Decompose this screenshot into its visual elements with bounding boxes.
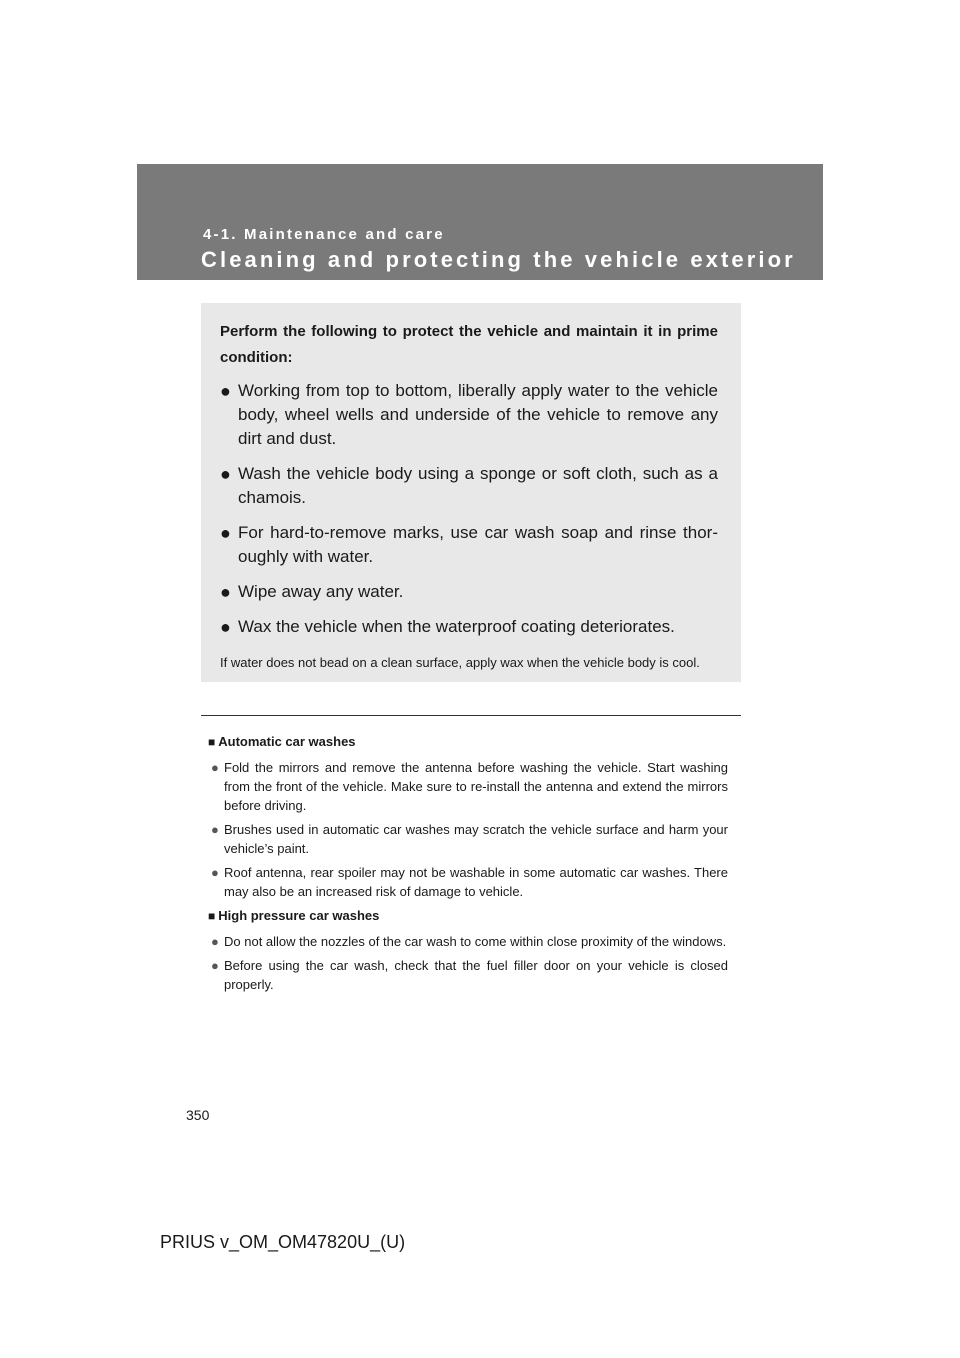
note-list-automatic <box>208 758 728 901</box>
intro-item <box>220 379 718 451</box>
bullet-icon: ● <box>220 464 231 484</box>
bullet-icon: ● <box>211 760 219 775</box>
note-heading-text: Automatic car washes <box>218 734 356 749</box>
page-number: 350 <box>186 1107 210 1123</box>
square-bullet-icon: ■ <box>208 909 216 923</box>
note-item-text: Do not allow the nozzles of the car wash to come within close proximity of the windows. <box>224 934 727 949</box>
bullet-icon: ● <box>220 523 231 543</box>
bullet-icon: ● <box>220 617 231 637</box>
note-item <box>208 956 728 994</box>
footer-code: PRIUS v_OM_OM47820U_(U) <box>160 1232 406 1252</box>
page-title: Cleaning and protecting the vehicle exterior <box>201 247 796 272</box>
bullet-icon: ● <box>211 822 219 837</box>
note-heading-high-pressure <box>208 906 728 926</box>
note-item-text: Brushes used in automatic car washes may scratch the vehicle surface and harm your vehicle’s paint. <box>224 822 728 856</box>
bullet-icon: ● <box>211 865 219 880</box>
intro-item-text: Wash the vehicle body using a sponge or soft cloth, such as a chamois. <box>238 464 718 507</box>
note-list-high-pressure <box>208 932 728 994</box>
note-item-text: Roof antenna, rear spoiler may not be washable in some automatic car washes. There may also be an increased risk of damage to vehicle. <box>224 865 728 899</box>
note-item <box>208 758 728 815</box>
intro-item-text: Wipe away any water. <box>238 582 404 601</box>
intro-note: If water does not bead on a clean surface, apply wax when the vehicle body is cool. <box>220 655 700 670</box>
intro-list <box>220 379 718 639</box>
intro-item <box>220 580 718 604</box>
bullet-icon: ● <box>220 381 231 401</box>
note-item <box>208 820 728 858</box>
header-band <box>137 164 823 280</box>
note-item <box>208 932 728 951</box>
square-bullet-icon: ■ <box>208 735 216 749</box>
intro-item-text: Wax the vehicle when the waterproof coating deteriorates. <box>238 617 675 636</box>
bullet-icon: ● <box>220 582 231 602</box>
note-item <box>208 863 728 901</box>
bullet-icon: ● <box>211 934 219 949</box>
note-item-text: Before using the car wash, check that the fuel filler door on your vehicle is closed properly. <box>224 958 728 992</box>
intro-item <box>220 462 718 510</box>
note-heading-text: High pressure car washes <box>218 908 380 923</box>
intro-item <box>220 615 718 639</box>
section-label: 4-1. Maintenance and care <box>203 226 445 243</box>
intro-item-text: Working from top to bottom, liberally apply water to the vehicle body, wheel wells and underside of the vehicle to remove any dirt and dust. <box>238 381 718 448</box>
intro-lead: Perform the following to protect the vehicle and maintain it in prime condition: <box>220 323 718 366</box>
notes-section <box>208 732 728 999</box>
intro-item-text: For hard-to-remove marks, use car wash soap and rinse thor-oughly with water. <box>238 523 718 566</box>
intro-box <box>201 303 741 682</box>
divider <box>201 715 741 716</box>
note-heading-automatic <box>208 732 728 752</box>
intro-item <box>220 521 718 569</box>
note-item-text: Fold the mirrors and remove the antenna before washing the vehicle. Start washing from the front of the vehicle. Make sure to re-install the antenna and extend the mirrors before driving. <box>224 760 728 813</box>
bullet-icon: ● <box>211 958 219 973</box>
